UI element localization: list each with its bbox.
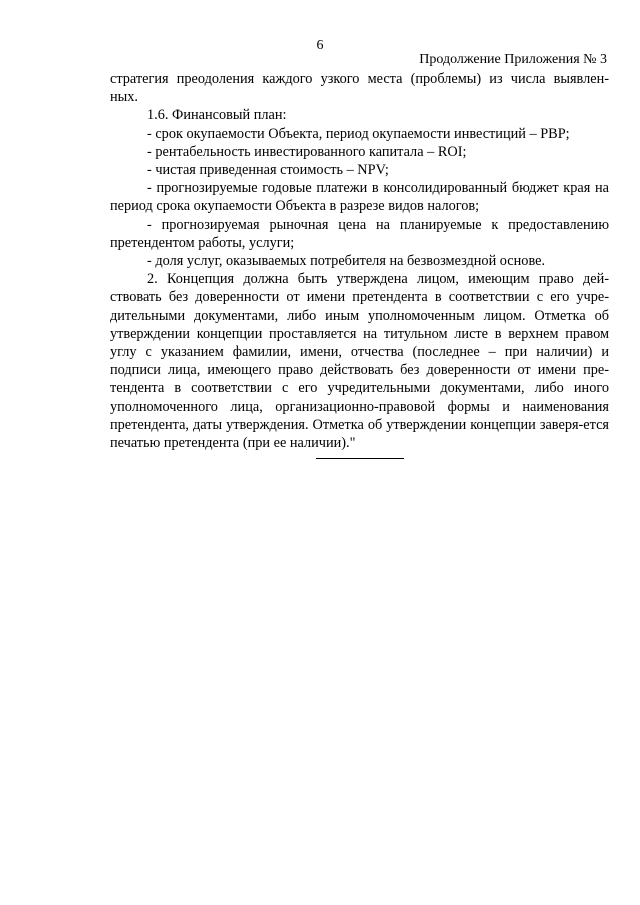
paragraph-concept-approval: 2. Концепция должна быть утверждена лицом, имеющим право дей-ствовать без доверенности от имени претендента в соответствии с его учре-дительными документами, либо иным уполномоченным лицом. Отметка об утверждении концепции проставляется на титульном листе в верхнем правом углу с указанием фамилии, имени, отчества (последнее – при наличии) и подписи лица, имеющего право действовать без доверенности от имени пре-тендента в соответствии с его учредительными документами, либо иного уполномоченного лица, организационно-правовой формы и наименования претендента, даты утверждения. Отметка об утверждении концепции заверя-ется печатью претендента (при ее наличии)." xyxy=(110,271,609,452)
list-item-budget-payments: - прогнозируемые годовые платежи в консолидированный бюджет края на период срока окупаемости Объекта в разрезе видов налогов; xyxy=(110,180,609,215)
section-financial-plan-heading: 1.6. Финансовый план: xyxy=(147,107,287,124)
end-of-text-rule xyxy=(316,458,404,459)
page-number: 6 xyxy=(316,38,324,53)
paragraph-strategy: стратегия преодоления каждого узкого места (проблемы) из числа выявлен- xyxy=(110,71,609,87)
document-body xyxy=(110,70,609,452)
list-item-free-services: - доля услуг, оказываемых потребителя на безвозмездной основе. xyxy=(147,253,546,270)
list-item-roi: - рентабельность инвестированного капитала – ROI; xyxy=(147,143,467,160)
list-item-market-price: - прогнозируемая рыночная цена на планируемые к предоставлению претендентом работы, услуги; xyxy=(110,216,609,251)
appendix-continuation-note: Продолжение Приложения № 3 xyxy=(419,52,607,67)
list-item-payback: - срок окупаемости Объекта, период окупаемости инвестиций – PBP; xyxy=(147,125,570,142)
list-item-npv: - чистая приведенная стоимость – NPV; xyxy=(147,162,389,179)
paragraph-strategy-end: ных. xyxy=(110,89,138,106)
